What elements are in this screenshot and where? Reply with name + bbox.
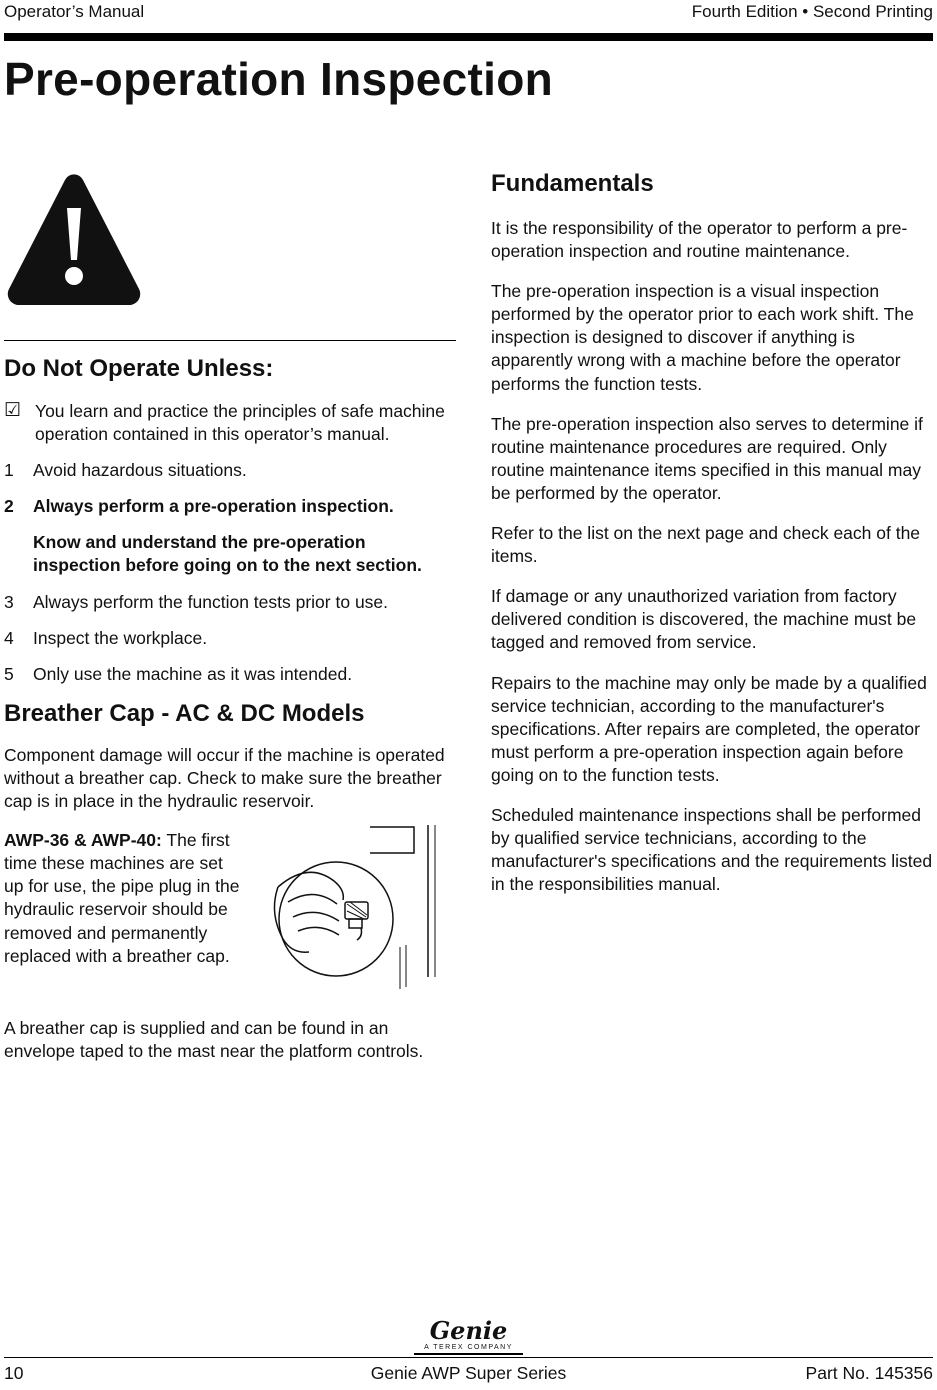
genie-logo	[4, 1316, 933, 1355]
breather-cap-paragraph: Component damage will occur if the machine is operated without a breather cap. Check to make sure the breather cap is in place in the hydraulic reservoir.	[4, 744, 445, 812]
awp-block	[4, 829, 456, 1001]
page-title: Pre-operation Inspection	[4, 53, 554, 105]
checkbox-checked-icon: ☑	[4, 400, 22, 421]
fundamentals-paragraph: It is the responsibility of the operator to perform a pre-operation inspection and routine maintenance.	[491, 218, 908, 262]
footer-rule	[4, 1357, 933, 1358]
know-understand-note	[4, 531, 456, 577]
footer-text-row	[4, 1363, 933, 1384]
header-rule	[4, 33, 933, 41]
do-not-operate-heading: Do Not Operate Unless:	[4, 355, 274, 382]
fundamentals-paragraph: Repairs to the machine may only be made by a qualified service technician, according to the manufacturer's specifications. After repairs are completed, the operator must perform a pre-operation inspection again before going on to the function tests.	[491, 672, 927, 785]
page-number: 10	[4, 1363, 24, 1383]
footer-series-title: Genie AWP Super Series	[370, 1363, 567, 1383]
item-number: 2	[4, 496, 14, 517]
genie-logo-subtext: A TEREX COMPANY	[424, 1344, 513, 1351]
warning-triangle-icon	[4, 170, 456, 310]
item-number: 3	[4, 591, 14, 612]
awp-model-label: AWP-36 & AWP-40:	[4, 830, 162, 851]
checklist-item	[4, 400, 456, 446]
checklist-item-text: You learn and practice the principles of safe machine operation contained in this operator’s manual.	[35, 401, 445, 445]
awp-paragraph	[4, 829, 244, 1001]
fundamentals-heading: Fundamentals	[491, 170, 654, 197]
item-text: Know and understand the pre-operation inspection before going on to the next section.	[33, 532, 422, 576]
page-header	[4, 0, 933, 22]
breather-cap-paragraph: A breather cap is supplied and can be found in an envelope taped to the mast near the platform controls.	[4, 1018, 424, 1062]
right-column	[491, 170, 937, 1063]
fundamentals-paragraph: If damage or any unauthorized variation from factory delivered condition is discovered, the machine must be tagged and removed from service.	[491, 586, 917, 653]
left-column	[4, 170, 456, 1063]
fundamentals-paragraph: The pre-operation inspection also serves to determine if routine maintenance procedures are required. Only routine maintenance items specified in this manual may be performed by the operator.	[491, 413, 923, 503]
awp-paragraph-text: The first time these machines are set up for use, the pipe plug in the hydraulic reservoir should be removed and permanently replaced with a breather cap.	[4, 830, 240, 966]
genie-logo-text: Genie	[429, 1316, 508, 1345]
item-text: Inspect the workplace.	[33, 627, 208, 648]
header-left: Operator’s Manual	[4, 2, 145, 21]
item-text: Avoid hazardous situations.	[33, 460, 247, 481]
item-text: Always perform the function tests prior to use.	[33, 591, 389, 612]
header-right: Fourth Edition • Second Printing	[691, 2, 933, 21]
item-number: 1	[4, 460, 14, 481]
footer-part-number: Part No. 145356	[805, 1363, 933, 1383]
numbered-item	[4, 591, 456, 614]
numbered-item	[4, 459, 456, 482]
item-number	[4, 531, 33, 577]
page-footer	[0, 1316, 937, 1384]
content-columns	[4, 170, 933, 1063]
breather-cap-illustration	[244, 825, 456, 1001]
fundamentals-paragraph: Scheduled maintenance inspections shall be performed by qualified service technicians, according to the manufacturer's specifications and the requirements listed in the responsibilities manual.	[491, 804, 933, 895]
fundamentals-paragraph: Refer to the list on the next page and check each of the items.	[491, 523, 921, 567]
breather-cap-heading: Breather Cap - AC & DC Models	[4, 699, 365, 727]
item-number: 5	[4, 663, 14, 684]
item-text: Only use the machine as it was intended.	[33, 663, 353, 684]
fundamentals-paragraph: The pre-operation inspection is a visual inspection performed by the operator prior to each work shift. The inspection is designed to discover if anything is apparently wrong with a machine before the operator performs the function tests.	[491, 281, 914, 394]
item-text: Always perform a pre-operation inspection.	[33, 496, 394, 517]
section-divider	[4, 340, 456, 341]
item-number: 4	[4, 627, 14, 648]
numbered-item	[4, 663, 456, 686]
numbered-item	[4, 627, 456, 650]
numbered-item	[4, 495, 456, 518]
